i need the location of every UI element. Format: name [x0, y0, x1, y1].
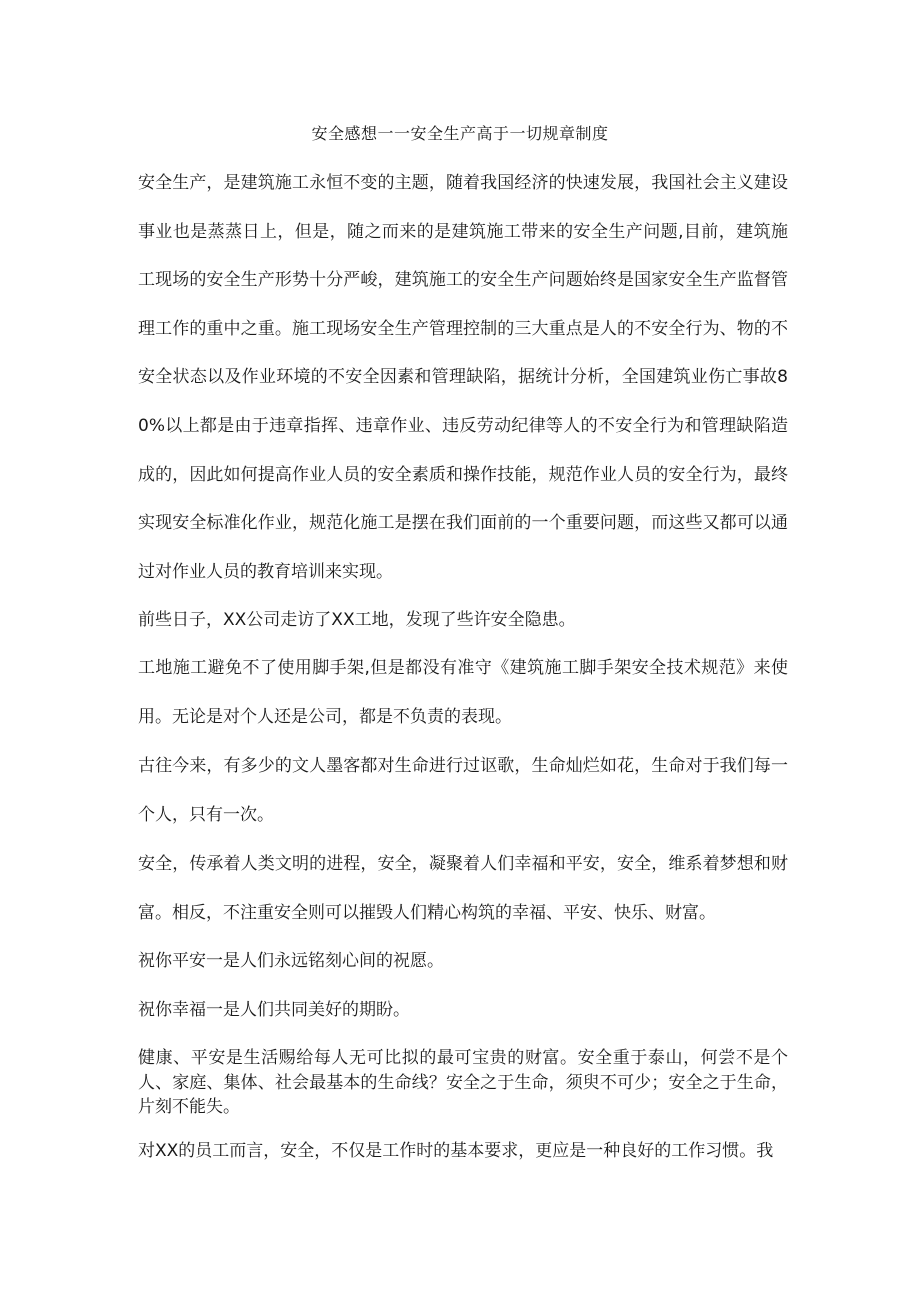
paragraph-2: 前些日子，XX公司走访了XX工地，发现了些许安全隐患。: [138, 610, 576, 630]
paragraph-8: 健康、平安是生活赐给每人无可比拟的最可宝贵的财富。安全重于泰山，何尝不是个人、家庭、集体、社会最基本的生命线？安全之于生命，须臾不可少；安全之于生命，片刻不能失。: [138, 1048, 788, 1117]
paragraph-9: 对XX的员工而言，安全，不仅是工作时的基本要求，更应是一种良好的工作习惯。我: [138, 1141, 774, 1161]
paragraph-6: 祝你平安一是人们永远铭刻心间的祝愿。: [138, 951, 444, 971]
paragraph-7: 祝你幸福一是人们共同美好的期盼。: [138, 1000, 410, 1020]
document-title: 安全感想一一安全生产高于一切规章制度: [311, 124, 609, 143]
paragraph-3: 工地施工避免不了使用脚手架,但是都没有准守《建筑施工脚手架安全技术规范》来使用。无论是对个人还是公司，都是不负责的表现。: [138, 658, 788, 727]
paragraph-4: 古往今来，有多少的文人墨客都对生命进行过讴歌，生命灿烂如花，生命对于我们每一个人，只有一次。: [138, 756, 788, 825]
paragraph-5: 安全，传承着人类文明的进程，安全，凝聚着人们幸福和平安，安全，维系着梦想和财富。相反，不注重安全则可以摧毁人们精心构筑的幸福、平安、快乐、财富。: [138, 854, 788, 923]
paragraph-1: 安全生产，是建筑施工永恒不变的主题，随着我国经济的快速发展，我国社会主义建设事业也是蒸蒸日上，但是，随之而来的是建筑施工带来的安全生产问题,目前，建筑施工现场的安全生产形势十分严峻，建筑施工的安全生产问题始终是国家安全生产监督管理工作的重中之重。施工现场安全生产管理控制的三大重点是人的不安全行为、物的不安全状态以及作业环境的不安全因素和管理缺陷，据统计分析，全国建筑业伤亡事故80%以上都是由于违章指挥、违章作业、违反劳动纪律等人的不安全行为和管理缺陷造成的，因此如何提高作业人员的安全素质和操作技能，规范作业人员的安全行为，最终实现安全标准化作业，规范化施工是摆在我们面前的一个重要问题，而这些又都可以通过对作业人员的教育培训来实现。: [138, 173, 788, 582]
